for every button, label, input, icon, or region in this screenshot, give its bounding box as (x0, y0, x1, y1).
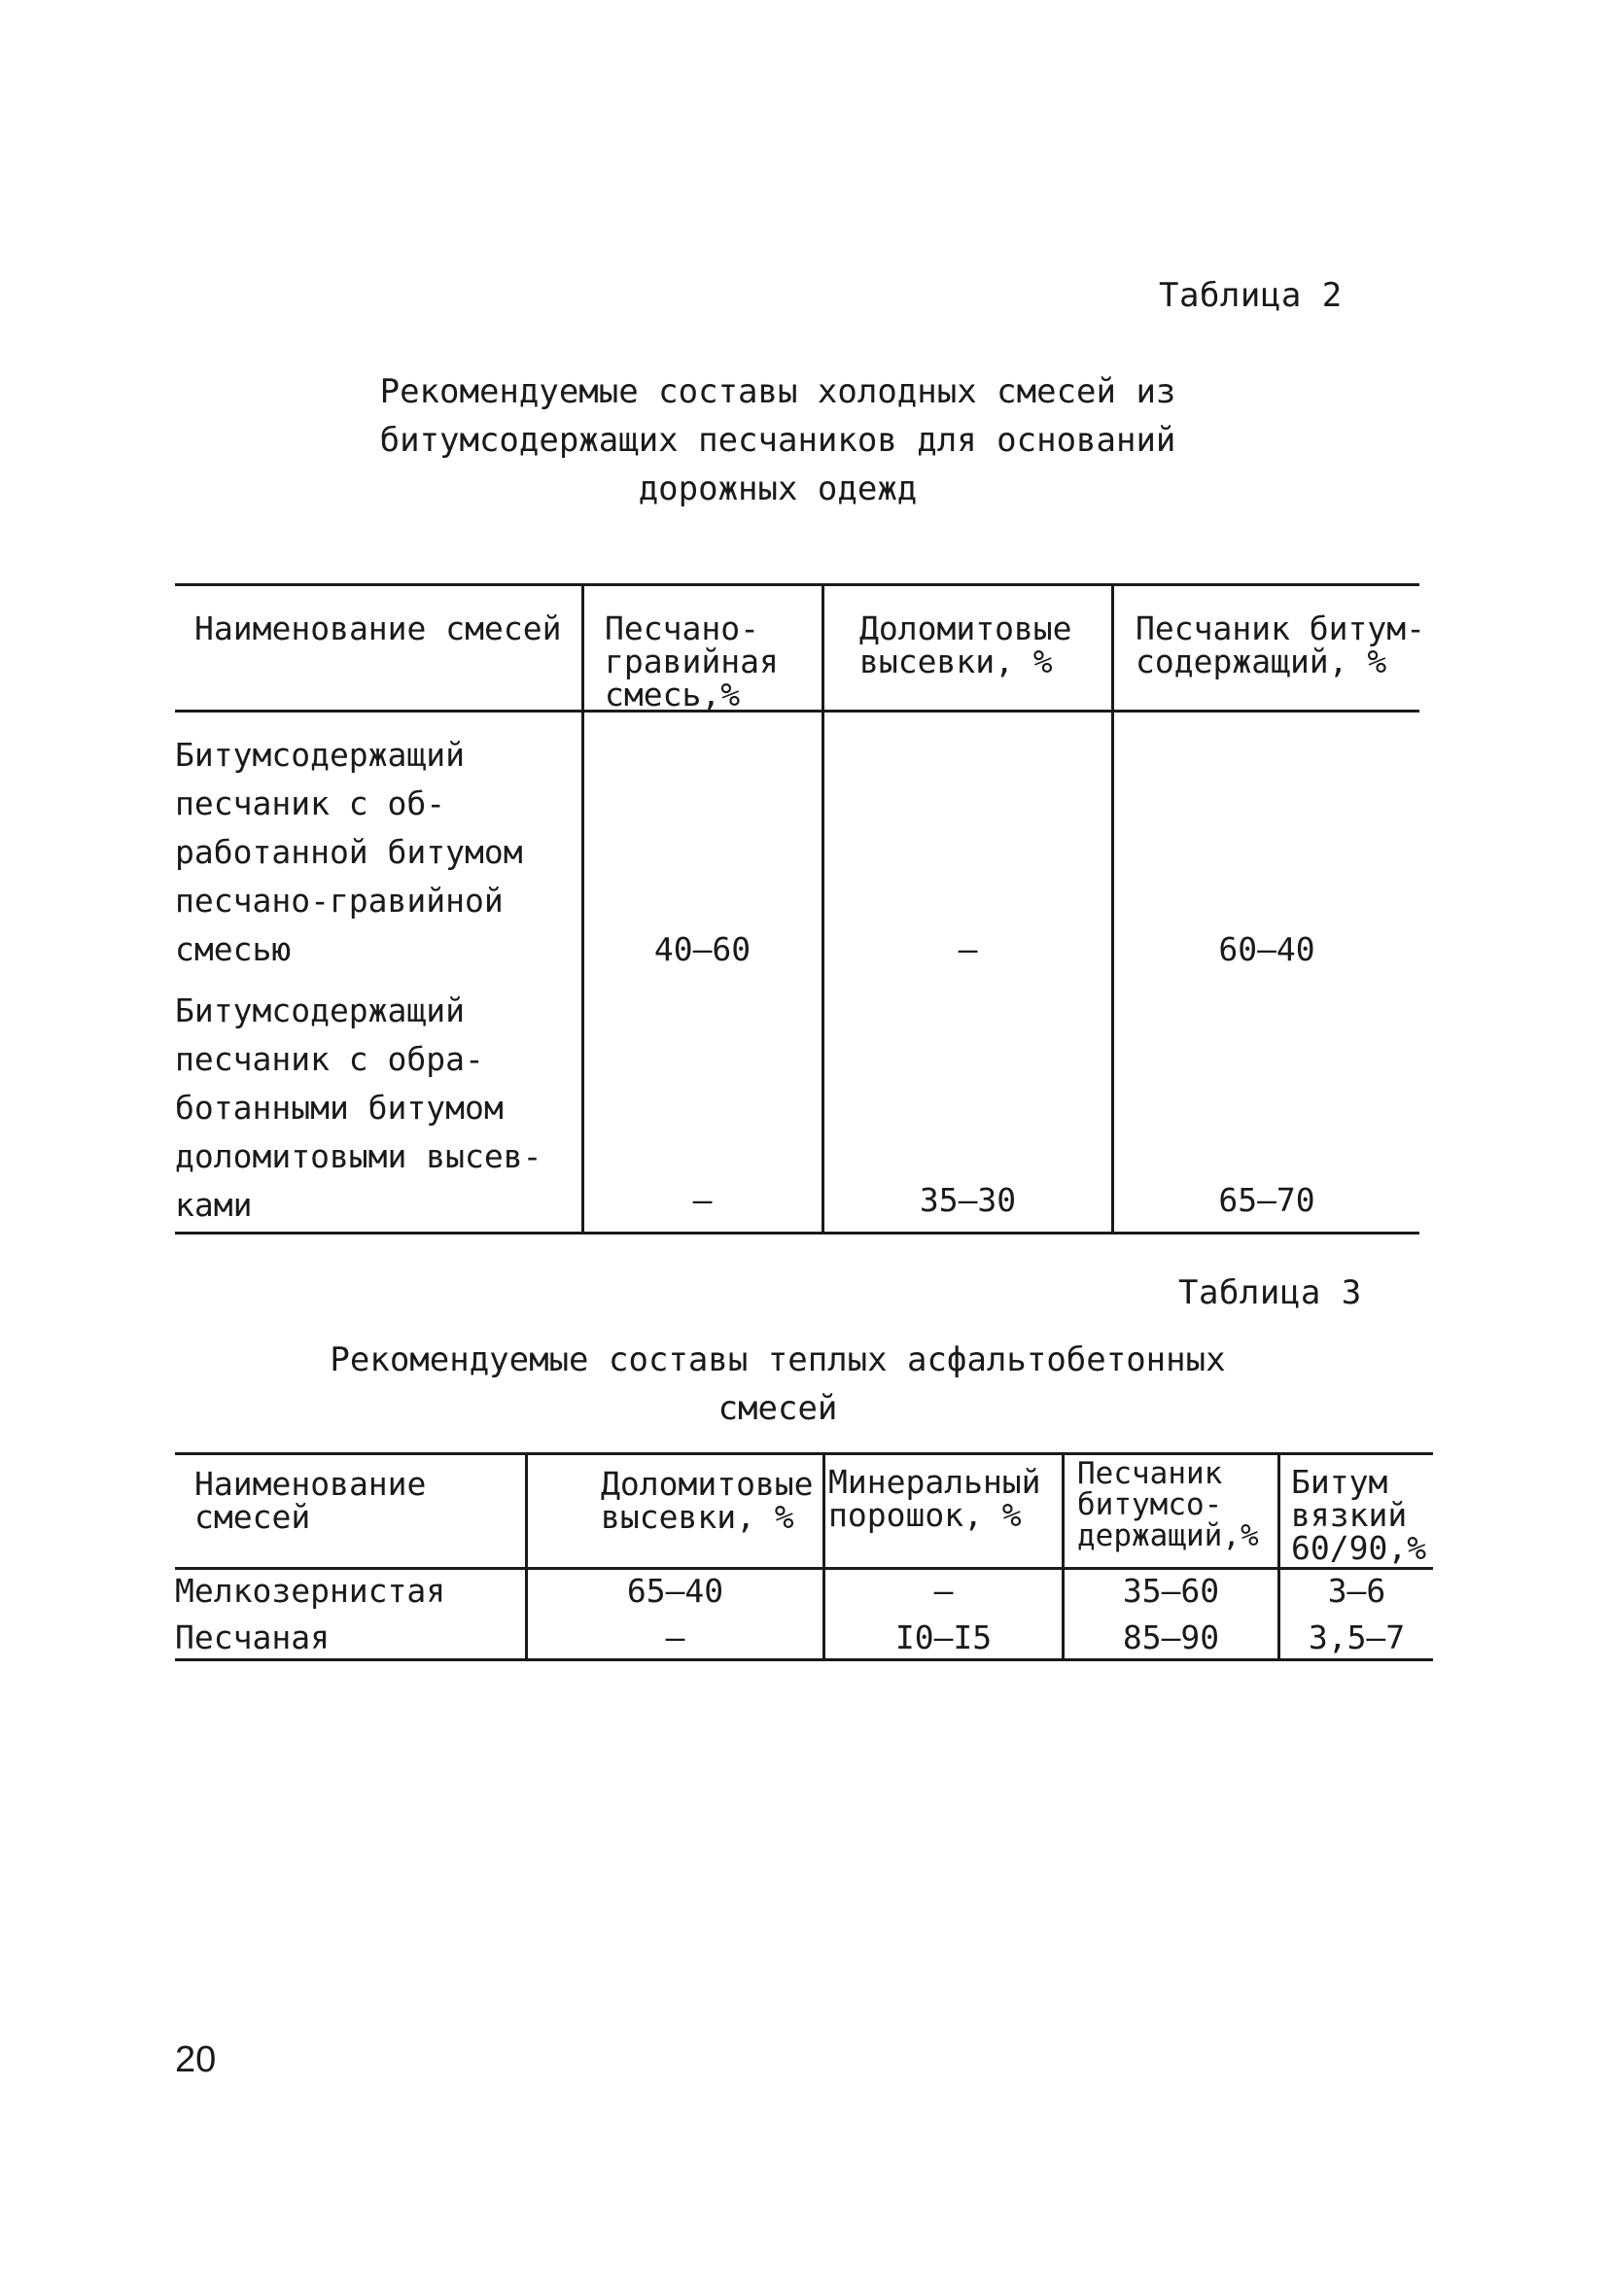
table2-row1-dolomite: – (958, 930, 978, 968)
table3-caption: Таблица 3 (1178, 1273, 1362, 1312)
table2-row2-sandstone: 65–70 (1218, 1181, 1315, 1219)
page-number: 20 (175, 2039, 217, 2080)
table2-title-line: дорожных одежд (638, 470, 918, 508)
table2-col-divider (581, 583, 584, 1232)
table3-row2-dolomite: – (665, 1618, 685, 1656)
table3-row2-bitumen: 3,5–7 (1308, 1618, 1406, 1656)
table3-row1-bitumen: 3–6 (1327, 1572, 1386, 1610)
table2-row2-sand-gravel: – (692, 1181, 713, 1219)
table3-row1-sandstone: 35–60 (1122, 1572, 1220, 1610)
table2-title-line: битумсодержащих песчаников для оснований (379, 421, 1176, 460)
table2-row2-name: Битумсодержащий песчаник с обра- ботанными битумом доломитовыми высев- ками (175, 991, 542, 1224)
table2-col-divider (821, 583, 824, 1232)
table3-title (292, 1336, 1264, 1433)
table3-row2-sandstone: 85–90 (1122, 1618, 1220, 1656)
table2-header-sandstone: Песчаник битум- содержащий, % (1136, 609, 1426, 680)
table2-header-sand-gravel: Песчано- гравийная смесь,% (605, 609, 779, 713)
table2-header-rule (175, 710, 1419, 713)
table3-title-line: смесей (717, 1389, 838, 1428)
table2-col-divider (1111, 583, 1114, 1232)
table2-header-name: Наименование смесей (194, 609, 562, 647)
table2-caption: Таблица 2 (1159, 276, 1343, 315)
table2-bottom-rule (175, 1232, 1419, 1235)
table2-row1-sand-gravel: 40–60 (653, 930, 752, 968)
table3-header-name: Наименование смесей (194, 1465, 427, 1536)
table2-row1-name: Битумсодержащий песчаник с об- работанной битумом песчано-гравийной смесью (175, 736, 523, 968)
table3-header-dolomite: Доломитовые высевки, % (601, 1465, 814, 1536)
table3-header-mineral-powder: Минеральный порошок, % (828, 1463, 1041, 1534)
table3-title-line: Рекомендуемые составы теплых асфальтобетонных (330, 1340, 1226, 1379)
table3-row1-mineral-powder: – (933, 1572, 954, 1610)
table2-row1-sandstone: 60–40 (1218, 930, 1315, 968)
table2-top-rule (175, 583, 1419, 586)
table3-header-bitumen: Битум вязкий 60/90,% (1291, 1463, 1427, 1567)
table3-row1-name: Мелкозернистая (175, 1572, 446, 1610)
table3-row2-mineral-powder: I0–I5 (894, 1618, 993, 1656)
table2-title (292, 367, 1264, 513)
table2-row2-dolomite: 35–30 (919, 1181, 1017, 1219)
table2-title-line: Рекомендуемые составы холодных смесей из (379, 372, 1176, 411)
table3-header-sandstone: Песчаник битумсо- держащий,% (1077, 1456, 1259, 1553)
table3-top-rule (175, 1452, 1433, 1455)
table3-row2-name: Песчаная (175, 1618, 330, 1656)
table3-row1-dolomite: 65–40 (626, 1572, 724, 1610)
table2-header-dolomite: Доломитовые высевки, % (859, 609, 1072, 680)
